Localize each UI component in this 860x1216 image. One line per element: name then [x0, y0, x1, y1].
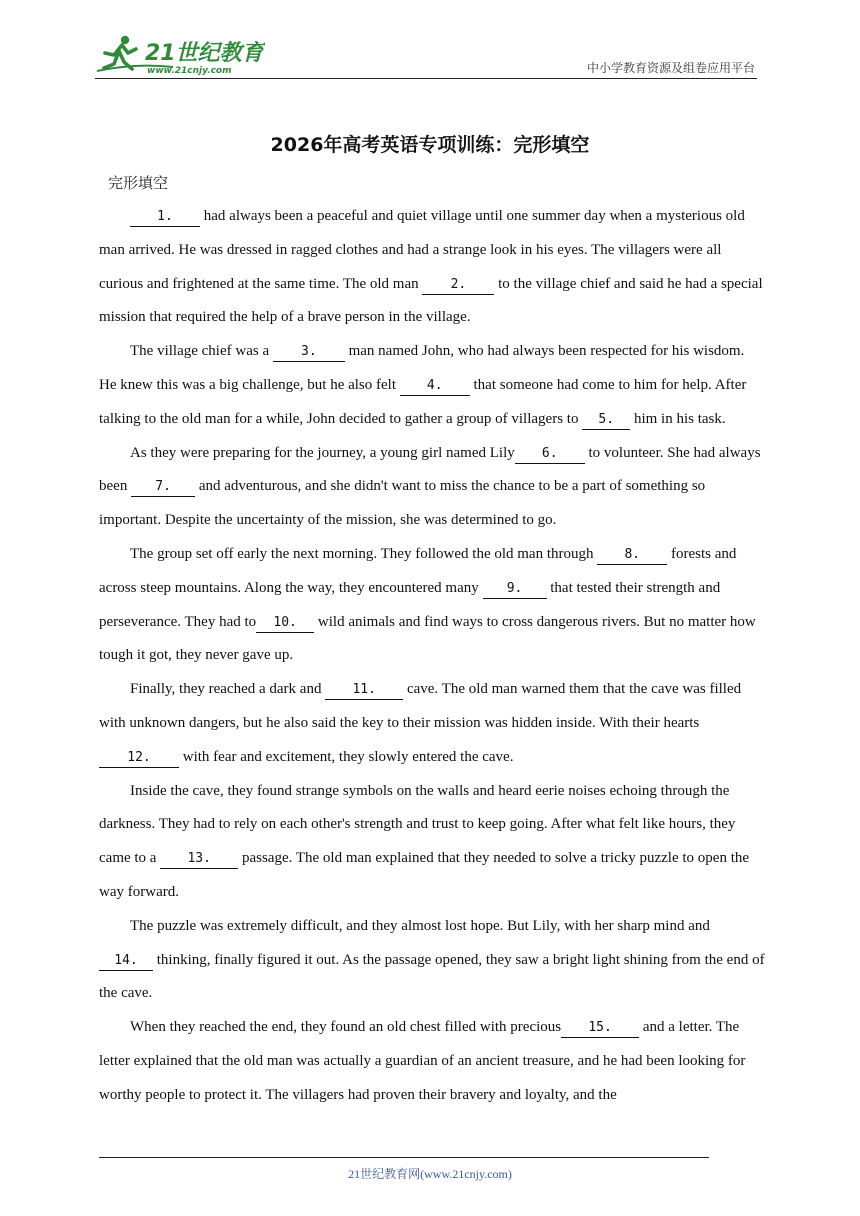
- answer-blank[interactable]: 15.: [561, 1019, 639, 1038]
- answer-blank[interactable]: 1.: [130, 208, 200, 227]
- passage-text: The village chief was a: [130, 343, 273, 360]
- passage-text: The puzzle was extremely difficult, and they almost lost hope. But Lily, with her sharp mind and: [130, 917, 710, 934]
- answer-blank[interactable]: 13.: [160, 850, 238, 869]
- passage-text: Finally, they reached a dark and: [130, 681, 326, 698]
- svg-text:www.21cnjy.com: www.21cnjy.com: [147, 66, 232, 76]
- answer-blank[interactable]: 11.: [325, 681, 403, 700]
- cloze-passage: [99, 200, 765, 1113]
- passage-text: Inside the cave, they found strange symbols on the walls and heard eerie noises echoing through the darkness. They had to rely on each other's strength and trust to keep going. After what felt like hours, they came to a: [99, 782, 736, 867]
- passage-text: had always been a peaceful and quiet village until one summer day when a mysterious old man arrived. He was dressed in ragged clothes and had a strange look in his eyes. The villagers were all curious and frightened at the same time. The old man: [99, 208, 745, 292]
- passage-text: wild animals and find ways to cross dangerous rivers. But no matter how tough it got, they never gave up.: [99, 613, 756, 664]
- passage-text: that someone had come to him for help. After talking to the old man for a while, John decided to gather a group of villagers to: [99, 376, 747, 427]
- answer-blank[interactable]: 3.: [273, 343, 345, 362]
- paragraph: [99, 437, 765, 538]
- answer-blank[interactable]: 4.: [400, 377, 470, 396]
- answer-blank[interactable]: 7.: [131, 478, 195, 497]
- passage-text: When they reached the end, they found an old chest filled with precious: [130, 1019, 562, 1036]
- passage-text: thinking, finally figured it out. As the passage opened, they saw a bright light shining from the end of the cave.: [99, 951, 765, 1002]
- paragraph: [99, 335, 765, 436]
- passage-text: As they were preparing for the journey, a young girl named Lily: [130, 444, 515, 461]
- svg-text:21世纪教育: 21世纪教育: [145, 41, 264, 66]
- passage-text: with fear and excitement, they slowly entered the cave.: [179, 748, 514, 765]
- answer-blank[interactable]: 2.: [422, 276, 494, 295]
- passage-text: to volunteer. She had always been: [99, 444, 761, 495]
- page-header: [95, 34, 757, 79]
- document-title: 2026年高考英语专项训练：完形填空: [270, 134, 590, 156]
- paragraph: [99, 910, 765, 1011]
- paragraph: [99, 775, 765, 910]
- paragraph: [99, 673, 765, 774]
- passage-text: man named John, who had always been respected for his wisdom. He knew this was a big challenge, but he also felt: [99, 343, 745, 393]
- platform-name: 中小学教育资源及组卷应用平台: [586, 61, 755, 75]
- passage-text: and adventurous, and she didn't want to miss the chance to be a part of something so important. Despite the uncertainty of the mission, she was determined to go.: [99, 478, 706, 529]
- paragraph: [99, 200, 765, 335]
- passage-text: and a letter. The letter explained that the old man was actually a guardian of an ancient treasure, and he had been looking for worthy people to protect it. The villagers had proven their bravery and loyalty, and the: [99, 1019, 746, 1103]
- passage-text: to the village chief and said he had a special mission that required the help of a brave person in the village.: [99, 275, 763, 326]
- passage-text: passage. The old man explained that they needed to solve a tricky puzzle to open the way forward.: [99, 850, 750, 900]
- answer-blank[interactable]: 5.: [582, 411, 630, 430]
- passage-text: cave. The old man warned them that the cave was filled with unknown dangers, but he also said the key to their mission was hidden inside. With their hearts: [99, 681, 742, 731]
- answer-blank[interactable]: 8.: [597, 546, 667, 565]
- logo-21cnjy: [95, 34, 265, 76]
- footer-source: 21世纪教育网(www.21cnjy.com): [348, 1167, 512, 1181]
- answer-blank[interactable]: 10.: [256, 614, 314, 633]
- answer-blank[interactable]: 14.: [99, 952, 153, 971]
- passage-text: him in his task.: [630, 410, 726, 427]
- passage-text: The group set off early the next morning. They followed the old man through: [130, 545, 598, 562]
- section-label: 完形填空: [108, 174, 169, 192]
- passage-text: forests and across steep mountains. Along the way, they encountered many: [99, 545, 737, 596]
- passage-text: that tested their strength and perseverance. They had to: [99, 579, 721, 630]
- answer-blank[interactable]: 6.: [515, 445, 585, 464]
- answer-blank[interactable]: 9.: [483, 580, 547, 599]
- paragraph: [99, 1011, 765, 1112]
- footer-divider: [99, 1157, 709, 1158]
- paragraph: [99, 538, 765, 673]
- answer-blank[interactable]: 12.: [99, 749, 179, 768]
